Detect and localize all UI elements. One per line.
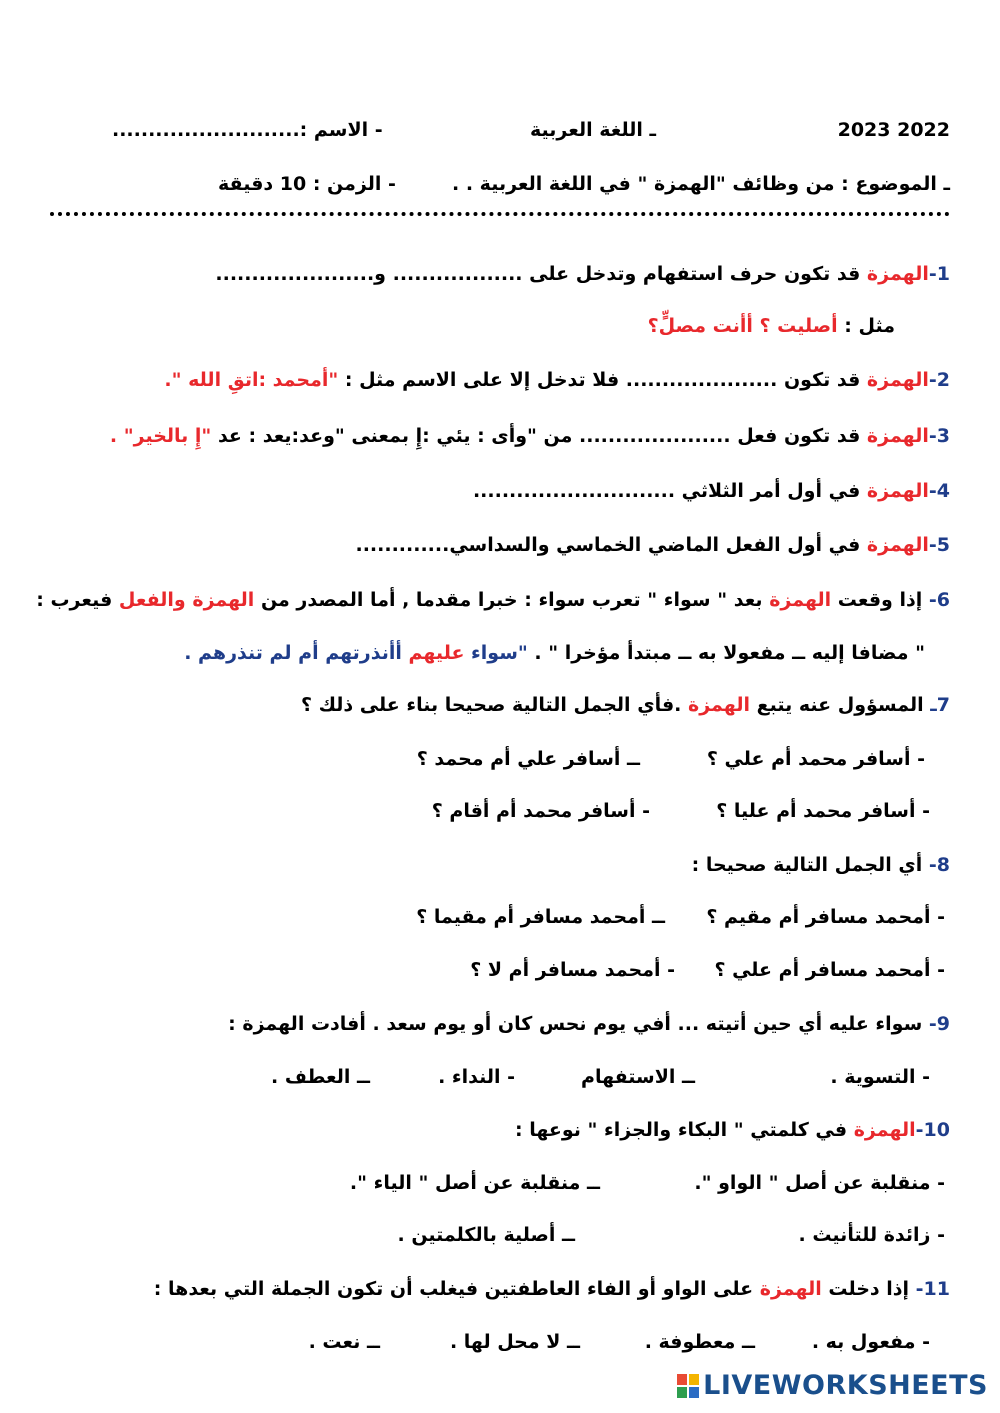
question-10: 10-الهمزة في كلمتي " البكاء والجزاء " نوعها : xyxy=(514,1119,950,1141)
question-8-option-a[interactable]: - أمحمد مسافر أم مقيم ؟ xyxy=(706,906,945,928)
question-1-example: مثل : أصليت ؟ أأنت مصلٍّ؟ xyxy=(647,315,895,337)
question-9-option-a[interactable]: - التسوية . xyxy=(830,1066,930,1088)
question-1: 1-الهمزة قد تكون حرف استفهام وتدخل على .................. و...................... xyxy=(215,263,950,285)
divider xyxy=(50,212,950,216)
question-11-option-b[interactable]: ــ معطوفة . xyxy=(644,1331,755,1353)
question-9: 9- سواء عليه أي حين أتيته ... أفي يوم نحس كان أو يوم سعد . أفادت الهمزة : xyxy=(228,1013,950,1035)
logo-text: LIVEWORKSHEETS xyxy=(703,1370,988,1401)
question-6: 6- إذا وقعت الهمزة بعد " سواء " تعرب سواء : خبرا مقدما , أما المصدر من الهمزة والفعل فيعرب : xyxy=(36,589,950,611)
question-7-option-d[interactable]: - أسافر محمد أم أقام ؟ xyxy=(431,800,650,822)
question-11: 11- إذا دخلت الهمزة على الواو أو الفاء العاطفتين فيغلب أن تكون الجملة التي بعدها : xyxy=(153,1278,950,1300)
question-8: 8- أي الجمل التالية صحيحا : xyxy=(691,854,950,876)
question-4: 4-الهمزة في أول أمر الثلاثي ............................ xyxy=(472,480,950,502)
question-8-option-b[interactable]: ــ أمحمد مسافر أم مقيما ؟ xyxy=(416,906,665,928)
years: 2023 2022 xyxy=(837,119,950,141)
question-7-option-a[interactable]: - أسافر محمد أم علي ؟ xyxy=(706,748,925,770)
question-7: 7ـ المسؤول عنه يتبع الهمزة .فأي الجمل التالية صحيحا بناء على ذلك ؟ xyxy=(300,694,950,716)
question-5: 5-الهمزة في أول الفعل الماضي الخماسي والسداسي............. xyxy=(355,534,950,556)
name-field[interactable] xyxy=(112,117,383,143)
question-9-option-d[interactable]: ــ العطف . xyxy=(271,1066,370,1088)
question-8-option-d[interactable]: - أمحمد مسافر أم لا ؟ xyxy=(470,959,675,981)
question-10-option-a[interactable]: - منقلبة عن أصل " الواو ". xyxy=(694,1172,945,1194)
question-10-option-b[interactable]: ــ منقلبة عن أصل " الياء ". xyxy=(349,1172,600,1194)
question-7-option-c[interactable]: - أسافر محمد أم عليا ؟ xyxy=(716,800,930,822)
question-3: 3-الهمزة قد تكون فعل ..................... من "وأى : يئي :إِ بمعنى "وعد:يعد : عد "إِ بالخير" . xyxy=(109,425,950,447)
subject: ـ اللغة العربية xyxy=(530,119,656,141)
logo-icon xyxy=(677,1374,699,1398)
topic: ـ الموضوع : من وظائف "الهمزة " في اللغة العربية . . xyxy=(452,173,950,195)
question-11-option-d[interactable]: ــ نعت . xyxy=(308,1331,380,1353)
question-11-option-a[interactable]: - مفعول به . xyxy=(811,1331,930,1353)
question-7-option-b[interactable]: ــ أسافر علي أم محمد ؟ xyxy=(416,748,640,770)
question-11-option-c[interactable]: ــ لا محل لها . xyxy=(449,1331,580,1353)
name-dots: .......................... xyxy=(112,119,300,141)
time-limit: - الزمن : 10 دقيقة xyxy=(218,173,396,195)
question-8-option-c[interactable]: - أمحمد مسافر أم علي ؟ xyxy=(714,959,945,981)
liveworksheets-logo[interactable] xyxy=(677,1370,988,1401)
question-10-option-c[interactable]: - زائدة للتأنيث . xyxy=(798,1224,945,1246)
question-9-option-c[interactable]: - النداء . xyxy=(438,1066,515,1088)
name-label: - الاسم : xyxy=(299,119,383,141)
question-10-option-d[interactable]: ــ أصلية بالكلمتين . xyxy=(397,1224,575,1246)
question-2: 2-الهمزة قد تكون ..................... فلا تدخل إلا على الاسم مثل : "أمحمد :اتقِ الله ". xyxy=(164,369,950,391)
question-6-options: " مضافا إليه ــ مفعولا به ــ مبتدأ مؤخرا " . "سواء عليهم أأنذرتهم أم لم تنذرهم . xyxy=(184,642,925,664)
question-9-option-b[interactable]: ــ الاستفهام xyxy=(581,1066,695,1088)
